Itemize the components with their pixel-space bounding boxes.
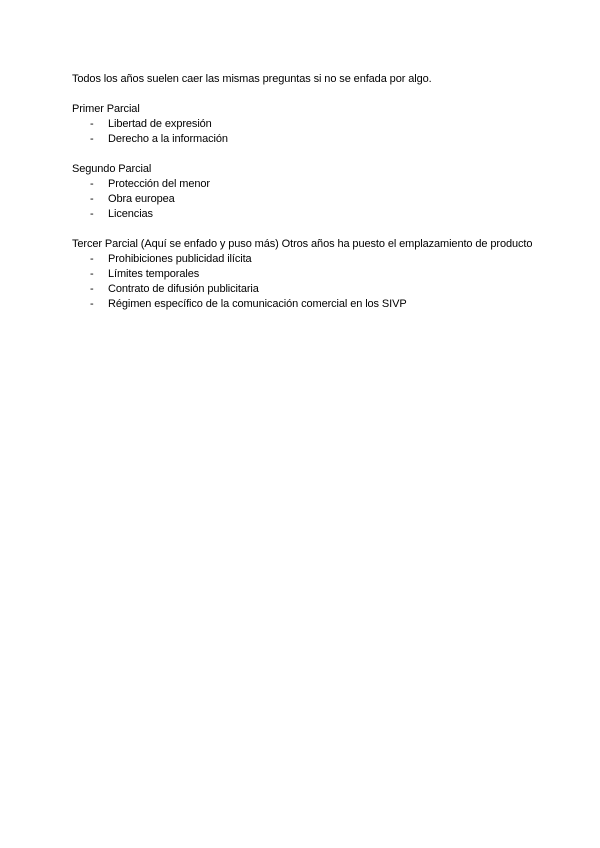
bullet-dash: - — [90, 298, 94, 310]
bullet-dash: - — [90, 118, 94, 130]
section-title: Segundo Parcial — [72, 163, 152, 175]
topic-list — [72, 252, 542, 312]
list-item-text: Libertad de expresión — [108, 118, 212, 130]
list-item — [72, 267, 542, 282]
section-title: Primer Parcial — [72, 103, 140, 115]
section-tercer-parcial — [72, 237, 542, 312]
document-page — [72, 72, 542, 327]
list-item — [72, 207, 542, 222]
bullet-dash: - — [90, 268, 94, 280]
list-item — [72, 132, 542, 147]
list-item-text: Régimen específico de la comunicación comercial en los SIVP — [108, 298, 407, 310]
bullet-dash: - — [90, 193, 94, 205]
list-item — [72, 297, 542, 312]
section-primer-parcial — [72, 102, 542, 147]
topic-list — [72, 177, 542, 222]
list-item — [72, 282, 542, 297]
list-item-text: Contrato de difusión publicitaria — [108, 283, 259, 295]
list-item — [72, 252, 542, 267]
bullet-dash: - — [90, 208, 94, 220]
bullet-dash: - — [90, 283, 94, 295]
list-item — [72, 177, 542, 192]
bullet-dash: - — [90, 178, 94, 190]
list-item-text: Obra europea — [108, 193, 175, 205]
list-item — [72, 117, 542, 132]
list-item — [72, 192, 542, 207]
bullet-dash: - — [90, 253, 94, 265]
section-title: Tercer Parcial (Aquí se enfado y puso más) Otros años ha puesto el emplazamiento de producto — [72, 238, 533, 250]
list-item-text: Límites temporales — [108, 268, 200, 280]
list-item-text: Prohibiciones publicidad ilícita — [108, 253, 252, 265]
topic-list — [72, 117, 542, 147]
bullet-dash: - — [90, 133, 94, 145]
list-item-text: Derecho a la información — [108, 133, 228, 145]
intro-paragraph: Todos los años suelen caer las mismas preguntas si no se enfada por algo. — [72, 73, 432, 85]
list-item-text: Licencias — [108, 208, 153, 220]
list-item-text: Protección del menor — [108, 178, 210, 190]
section-segundo-parcial — [72, 162, 542, 222]
